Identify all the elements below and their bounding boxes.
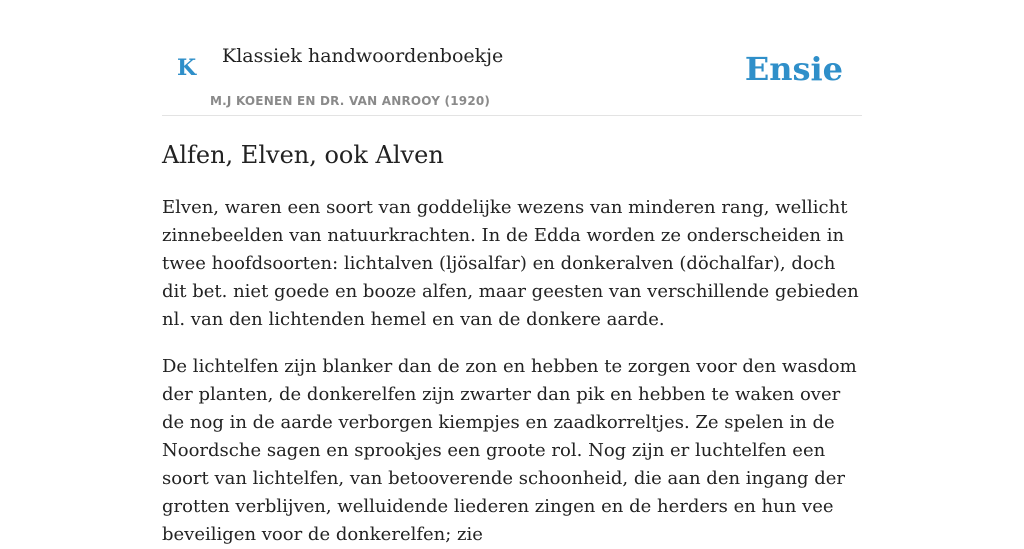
book-logo-icon[interactable]: K (177, 55, 197, 81)
entry-body (162, 194, 862, 549)
entry-paragraph: Elven, waren een soort van goddelijke wezens van minderen rang, wellicht zinnebeelden van natuurkrachten. In de Edda worden ze onderscheiden in twee hoofdsoorten: lichtalven (ljösalfar) en donkeralven (döchalfar), doch dit bet. niet goede en booze alfen, maar geesten van verschillende gebieden nl. van den lichtenden hemel en van de donkere aarde. (162, 197, 859, 330)
ensie-logo[interactable]: Ensie (744, 50, 843, 88)
entry-title: Alfen, Elven, ook Alven (162, 141, 444, 169)
book-header (162, 0, 862, 116)
book-authors: M.J KOENEN EN DR. VAN ANROOY (1920) (210, 94, 491, 108)
entry-content (162, 116, 862, 549)
book-title[interactable]: Klassiek handwoordenboekje (222, 45, 504, 67)
entry-paragraph: De lichtelfen zijn blanker dan de zon en hebben te zorgen voor den wasdom der planten, de donkerelfen zijn zwarter dan pik en hebben te waken over de nog in de aarde verborgen kiempjes en zaadkorreltjes. Ze spelen in de Noordsche sagen en sprookjes een groote rol. Nog zijn er luchtelfen een soort van lichtelfen, van betooverende schoonheid, die aan den ingang der grotten verblijven, welluidende liederen zingen en de herders en hun vee beveiligen voor de donkerelfen; zie (162, 356, 857, 545)
